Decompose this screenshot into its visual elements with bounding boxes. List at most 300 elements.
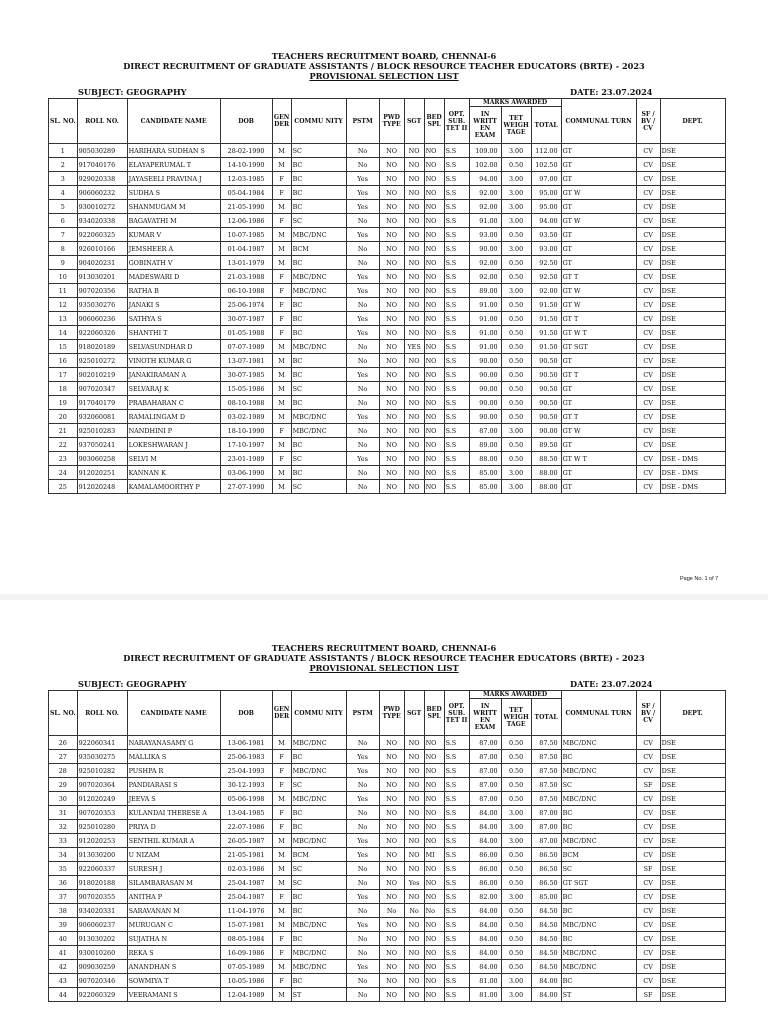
tet-weightage-cell: 0.50 <box>501 340 531 354</box>
bed-spl-cell: NO <box>424 200 444 214</box>
tet-weightage-cell: 0.50 <box>501 158 531 172</box>
candidate-name-cell: SOWMIYA T <box>127 974 220 988</box>
pstm-cell: Yes <box>346 368 379 382</box>
written-marks-cell: 90.00 <box>469 382 501 396</box>
total-marks-cell: 88.00 <box>531 480 561 494</box>
dob-cell: 21-05-1981 <box>220 848 272 862</box>
gender-cell: F <box>272 750 291 764</box>
subject-label: SUBJECT: GEOGRAPHY <box>78 679 187 689</box>
table-row <box>49 354 726 368</box>
dob-cell: 03-06-1990 <box>220 466 272 480</box>
written-marks-cell: 91.00 <box>469 326 501 340</box>
date-label: DATE: 23.07.2024 <box>570 679 653 689</box>
gender-cell: M <box>272 848 291 862</box>
sgt-cell: NO <box>404 354 424 368</box>
roll-no-cell: 912020248 <box>77 480 127 494</box>
written-marks-cell: 92.00 <box>469 200 501 214</box>
table-row <box>49 466 726 480</box>
col-pwd: PWD TYPE <box>379 99 404 144</box>
total-marks-cell: 84.50 <box>531 904 561 918</box>
written-marks-cell: 92.00 <box>469 270 501 284</box>
pwd-type-cell: NO <box>379 862 404 876</box>
sf-bv-cv-cell: CV <box>636 438 660 452</box>
roll-no-cell: 925010280 <box>77 820 127 834</box>
community-cell: BC <box>291 354 346 368</box>
col-written: IN WRITT EN EXAM <box>469 107 501 144</box>
selection-table <box>48 690 726 1002</box>
sf-bv-cv-cell: CV <box>636 792 660 806</box>
gender-cell: M <box>272 862 291 876</box>
sf-bv-cv-cell: CV <box>636 806 660 820</box>
list-title: PROVISIONAL SELECTION LIST <box>309 71 459 81</box>
roll-no-cell: 917040179 <box>77 396 127 410</box>
community-cell: BCM <box>291 242 346 256</box>
sf-bv-cv-cell: CV <box>636 452 660 466</box>
roll-no-cell: 913030201 <box>77 270 127 284</box>
table-row <box>49 834 726 848</box>
pwd-type-cell: NO <box>379 214 404 228</box>
table-row <box>49 228 726 242</box>
written-marks-cell: 91.00 <box>469 340 501 354</box>
dept-cell: DSE <box>660 284 725 298</box>
tet-weightage-cell: 0.50 <box>501 228 531 242</box>
sl-no-cell: 20 <box>49 410 78 424</box>
pstm-cell: No <box>346 862 379 876</box>
dept-cell: DSE <box>660 806 725 820</box>
bed-spl-cell: NO <box>424 438 444 452</box>
roll-no-cell: 907020347 <box>77 382 127 396</box>
communal-turn-cell: GT T <box>561 410 636 424</box>
dob-cell: 22-07-1986 <box>220 820 272 834</box>
communal-turn-cell: BC <box>561 890 636 904</box>
communal-turn-cell: MBC/DNC <box>561 946 636 960</box>
sl-no-cell: 26 <box>49 736 78 750</box>
pwd-type-cell: NO <box>379 792 404 806</box>
gender-cell: M <box>272 396 291 410</box>
opt-sub-cell: S.S <box>444 750 469 764</box>
pwd-type-cell: NO <box>379 242 404 256</box>
dept-cell: DSE <box>660 890 725 904</box>
written-marks-cell: 102.00 <box>469 158 501 172</box>
col-gender: GEN DER <box>272 99 291 144</box>
bed-spl-cell: NO <box>424 806 444 820</box>
gender-cell: F <box>272 312 291 326</box>
pstm-cell: Yes <box>346 834 379 848</box>
pwd-type-cell: NO <box>379 452 404 466</box>
communal-turn-cell: GT <box>561 256 636 270</box>
roll-no-cell: 934020331 <box>77 904 127 918</box>
total-marks-cell: 88.50 <box>531 452 561 466</box>
dept-cell: DSE <box>660 778 725 792</box>
pwd-type-cell: NO <box>379 480 404 494</box>
written-marks-cell: 84.00 <box>469 946 501 960</box>
gender-cell: M <box>272 340 291 354</box>
gender-cell: F <box>272 424 291 438</box>
pwd-type-cell: NO <box>379 256 404 270</box>
dob-cell: 12-03-1985 <box>220 172 272 186</box>
tet-weightage-cell: 3.00 <box>501 144 531 158</box>
roll-no-cell: 930010260 <box>77 946 127 960</box>
sf-bv-cv-cell: CV <box>636 918 660 932</box>
community-cell: SC <box>291 382 346 396</box>
opt-sub-cell: S.S <box>444 186 469 200</box>
dob-cell: 06-10-1988 <box>220 284 272 298</box>
dob-cell: 11-04-1976 <box>220 904 272 918</box>
sf-bv-cv-cell: CV <box>636 946 660 960</box>
col-slno: SL. NO. <box>49 691 78 736</box>
opt-sub-cell: S.S <box>444 270 469 284</box>
written-marks-cell: 84.00 <box>469 820 501 834</box>
dept-cell: DSE <box>660 270 725 284</box>
dob-cell: 28-02-1990 <box>220 144 272 158</box>
community-cell: ST <box>291 988 346 1002</box>
col-dept: DEPT. <box>660 99 725 144</box>
sf-bv-cv-cell: CV <box>636 270 660 284</box>
sl-no-cell: 1 <box>49 144 78 158</box>
communal-turn-cell: GT W <box>561 186 636 200</box>
table-row <box>49 778 726 792</box>
gender-cell: F <box>272 452 291 466</box>
col-community: COMMU NITY <box>291 99 346 144</box>
col-community: COMMU NITY <box>291 691 346 736</box>
sgt-cell: NO <box>404 960 424 974</box>
total-marks-cell: 87.00 <box>531 806 561 820</box>
roll-no-cell: 935030276 <box>77 298 127 312</box>
community-cell: SC <box>291 876 346 890</box>
col-total: TOTAL <box>531 699 561 736</box>
table-row <box>49 158 726 172</box>
sf-bv-cv-cell: SF <box>636 862 660 876</box>
gender-cell: F <box>272 890 291 904</box>
dept-cell: DSE <box>660 326 725 340</box>
total-marks-cell: 97.00 <box>531 172 561 186</box>
opt-sub-cell: S.S <box>444 340 469 354</box>
tet-weightage-cell: 0.50 <box>501 764 531 778</box>
communal-turn-cell: GT <box>561 228 636 242</box>
pwd-type-cell: NO <box>379 820 404 834</box>
bed-spl-cell: NO <box>424 974 444 988</box>
gender-cell: F <box>272 778 291 792</box>
selection-table <box>48 98 726 494</box>
pstm-cell: No <box>346 778 379 792</box>
written-marks-cell: 94.00 <box>469 172 501 186</box>
total-marks-cell: 85.00 <box>531 890 561 904</box>
dob-cell: 30-12-1993 <box>220 778 272 792</box>
sl-no-cell: 33 <box>49 834 78 848</box>
written-marks-cell: 85.00 <box>469 466 501 480</box>
candidate-name-cell: MURUGAN C <box>127 918 220 932</box>
pwd-type-cell: NO <box>379 876 404 890</box>
table-row <box>49 988 726 1002</box>
opt-sub-cell: S.S <box>444 312 469 326</box>
pstm-cell: No <box>346 904 379 918</box>
sf-bv-cv-cell: CV <box>636 242 660 256</box>
table-row <box>49 876 726 890</box>
pwd-type-cell: NO <box>379 946 404 960</box>
candidate-name-cell: SELVI M <box>127 452 220 466</box>
tet-weightage-cell: 0.50 <box>501 270 531 284</box>
total-marks-cell: 94.00 <box>531 214 561 228</box>
communal-turn-cell: GT T <box>561 368 636 382</box>
table-row <box>49 340 726 354</box>
sf-bv-cv-cell: CV <box>636 382 660 396</box>
opt-sub-cell: S.S <box>444 946 469 960</box>
roll-no-cell: 929020338 <box>77 172 127 186</box>
sf-bv-cv-cell: CV <box>636 158 660 172</box>
pstm-cell: No <box>346 424 379 438</box>
tet-weightage-cell: 0.50 <box>501 750 531 764</box>
sl-no-cell: 40 <box>49 932 78 946</box>
sf-bv-cv-cell: CV <box>636 932 660 946</box>
sf-bv-cv-cell: CV <box>636 410 660 424</box>
dept-cell: DSE <box>660 438 725 452</box>
bed-spl-cell: NO <box>424 326 444 340</box>
pwd-type-cell: NO <box>379 298 404 312</box>
dept-cell: DSE <box>660 820 725 834</box>
dob-cell: 30-07-1985 <box>220 368 272 382</box>
col-roll: ROLL NO. <box>77 691 127 736</box>
bed-spl-cell: NO <box>424 918 444 932</box>
bed-spl-cell: NO <box>424 960 444 974</box>
dob-cell: 25-04-1987 <box>220 890 272 904</box>
table-row <box>49 424 726 438</box>
sl-no-cell: 24 <box>49 466 78 480</box>
tet-weightage-cell: 0.50 <box>501 778 531 792</box>
sgt-cell: NO <box>404 382 424 396</box>
dob-cell: 25-06-1974 <box>220 298 272 312</box>
community-cell: SC <box>291 452 346 466</box>
dept-cell: DSE <box>660 960 725 974</box>
sl-no-cell: 32 <box>49 820 78 834</box>
opt-sub-cell: S.S <box>444 918 469 932</box>
table-row <box>49 172 726 186</box>
tet-weightage-cell: 0.50 <box>501 256 531 270</box>
roll-no-cell: 912020251 <box>77 466 127 480</box>
pstm-cell: No <box>346 256 379 270</box>
tet-weightage-cell: 3.00 <box>501 466 531 480</box>
dept-cell: DSE <box>660 200 725 214</box>
table-row <box>49 918 726 932</box>
tet-weightage-cell: 0.50 <box>501 410 531 424</box>
col-gender: GEN DER <box>272 691 291 736</box>
pstm-cell: No <box>346 988 379 1002</box>
dept-cell: DSE <box>660 862 725 876</box>
gender-cell: M <box>272 918 291 932</box>
pwd-type-cell: NO <box>379 382 404 396</box>
gender-cell: F <box>272 820 291 834</box>
written-marks-cell: 87.00 <box>469 736 501 750</box>
sf-bv-cv-cell: CV <box>636 298 660 312</box>
roll-no-cell: 930010272 <box>77 200 127 214</box>
pstm-cell: Yes <box>346 452 379 466</box>
pwd-type-cell: NO <box>379 960 404 974</box>
gender-cell: M <box>272 242 291 256</box>
sl-no-cell: 30 <box>49 792 78 806</box>
opt-sub-cell: S.S <box>444 172 469 186</box>
community-cell: MBC/DNC <box>291 284 346 298</box>
dept-cell: DSE <box>660 834 725 848</box>
sf-bv-cv-cell: CV <box>636 974 660 988</box>
col-tet: TET WEIGH TAGE <box>501 699 531 736</box>
gender-cell: M <box>272 382 291 396</box>
communal-turn-cell: MBC/DNC <box>561 764 636 778</box>
pstm-cell: Yes <box>346 764 379 778</box>
opt-sub-cell: S.S <box>444 764 469 778</box>
pstm-cell: Yes <box>346 918 379 932</box>
sgt-cell: NO <box>404 848 424 862</box>
candidate-name-cell: SENTHIL KUMAR A <box>127 834 220 848</box>
community-cell: BC <box>291 974 346 988</box>
dob-cell: 15-05-1986 <box>220 382 272 396</box>
sl-no-cell: 36 <box>49 876 78 890</box>
roll-no-cell: 922060329 <box>77 988 127 1002</box>
opt-sub-cell: S.S <box>444 438 469 452</box>
opt-sub-cell: S.S <box>444 988 469 1002</box>
col-bed: BED SPL <box>424 691 444 736</box>
opt-sub-cell: S.S <box>444 200 469 214</box>
tet-weightage-cell: 0.50 <box>501 736 531 750</box>
tet-weightage-cell: 3.00 <box>501 480 531 494</box>
total-marks-cell: 90.50 <box>531 396 561 410</box>
dob-cell: 21-05-1990 <box>220 200 272 214</box>
dept-cell: DSE <box>660 410 725 424</box>
table-row <box>49 410 726 424</box>
total-marks-cell: 87.00 <box>531 820 561 834</box>
dept-cell: DSE <box>660 298 725 312</box>
candidate-name-cell: RAMALINGAM D <box>127 410 220 424</box>
total-marks-cell: 89.50 <box>531 438 561 452</box>
community-cell: BC <box>291 904 346 918</box>
sl-no-cell: 38 <box>49 904 78 918</box>
roll-no-cell: 922060326 <box>77 326 127 340</box>
communal-turn-cell: MBC/DNC <box>561 960 636 974</box>
candidate-name-cell: SELVARAJ K <box>127 382 220 396</box>
written-marks-cell: 90.00 <box>469 396 501 410</box>
written-marks-cell: 93.00 <box>469 228 501 242</box>
dob-cell: 26-05-1987 <box>220 834 272 848</box>
opt-sub-cell: S.S <box>444 848 469 862</box>
total-marks-cell: 87.50 <box>531 778 561 792</box>
gender-cell: M <box>272 466 291 480</box>
bed-spl-cell: NO <box>424 988 444 1002</box>
total-marks-cell: 112.00 <box>531 144 561 158</box>
gender-cell: F <box>272 298 291 312</box>
sf-bv-cv-cell: CV <box>636 340 660 354</box>
opt-sub-cell: S.S <box>444 792 469 806</box>
dob-cell: 08-10-1988 <box>220 396 272 410</box>
pwd-type-cell: NO <box>379 326 404 340</box>
sl-no-cell: 14 <box>49 326 78 340</box>
table-row <box>49 382 726 396</box>
sf-bv-cv-cell: CV <box>636 736 660 750</box>
sl-no-cell: 18 <box>49 382 78 396</box>
pstm-cell: Yes <box>346 410 379 424</box>
dob-cell: 13-04-1985 <box>220 806 272 820</box>
communal-turn-cell: GT SGT <box>561 876 636 890</box>
community-cell: MBC/DNC <box>291 270 346 284</box>
community-cell: MBC/DNC <box>291 736 346 750</box>
dob-cell: 27-07-1990 <box>220 480 272 494</box>
candidate-name-cell: ANANDHAN S <box>127 960 220 974</box>
tet-weightage-cell: 3.00 <box>501 186 531 200</box>
table-row <box>49 312 726 326</box>
sl-no-cell: 11 <box>49 284 78 298</box>
table-row <box>49 820 726 834</box>
community-cell: SC <box>291 778 346 792</box>
pwd-type-cell: NO <box>379 228 404 242</box>
bed-spl-cell: NO <box>424 452 444 466</box>
opt-sub-cell: S.S <box>444 820 469 834</box>
dept-cell: DSE <box>660 904 725 918</box>
roll-no-cell: 904020231 <box>77 256 127 270</box>
roll-no-cell: 922060337 <box>77 862 127 876</box>
tet-weightage-cell: 0.50 <box>501 946 531 960</box>
roll-no-cell: 934020338 <box>77 214 127 228</box>
sgt-cell: NO <box>404 326 424 340</box>
total-marks-cell: 86.50 <box>531 862 561 876</box>
bed-spl-cell: NO <box>424 256 444 270</box>
sl-no-cell: 44 <box>49 988 78 1002</box>
opt-sub-cell: S.S <box>444 862 469 876</box>
dept-cell: DSE <box>660 158 725 172</box>
col-sgt: SGT <box>404 99 424 144</box>
dob-cell: 17-10-1997 <box>220 438 272 452</box>
gender-cell: M <box>272 354 291 368</box>
candidate-name-cell: SATHYA S <box>127 312 220 326</box>
pwd-type-cell: NO <box>379 284 404 298</box>
opt-sub-cell: S.S <box>444 778 469 792</box>
total-marks-cell: 84.50 <box>531 918 561 932</box>
roll-no-cell: 935030275 <box>77 750 127 764</box>
sgt-cell: NO <box>404 396 424 410</box>
candidate-name-cell: PUSHPA R <box>127 764 220 778</box>
table-row <box>49 792 726 806</box>
list-title: PROVISIONAL SELECTION LIST <box>309 663 459 673</box>
written-marks-cell: 82.00 <box>469 890 501 904</box>
sf-bv-cv-cell: CV <box>636 228 660 242</box>
candidate-name-cell: KAMALAMOORTHY P <box>127 480 220 494</box>
roll-no-cell: 917040176 <box>77 158 127 172</box>
candidate-name-cell: REKA S <box>127 946 220 960</box>
document-page-2 <box>0 600 768 1024</box>
tet-weightage-cell: 3.00 <box>501 890 531 904</box>
pwd-type-cell: NO <box>379 466 404 480</box>
sgt-cell: NO <box>404 452 424 466</box>
bed-spl-cell: NO <box>424 932 444 946</box>
community-cell: MBC/DNC <box>291 424 346 438</box>
table-row <box>49 284 726 298</box>
gender-cell: F <box>272 946 291 960</box>
dob-cell: 14-10-1990 <box>220 158 272 172</box>
communal-turn-cell: GT <box>561 382 636 396</box>
table-row <box>49 186 726 200</box>
gender-cell: F <box>272 284 291 298</box>
tet-weightage-cell: 0.50 <box>501 312 531 326</box>
sgt-cell: NO <box>404 298 424 312</box>
sl-no-cell: 21 <box>49 424 78 438</box>
roll-no-cell: 922060341 <box>77 736 127 750</box>
tet-weightage-cell: 0.50 <box>501 848 531 862</box>
table-row <box>49 764 726 778</box>
bed-spl-cell: NO <box>424 778 444 792</box>
candidate-name-cell: SHANTHI T <box>127 326 220 340</box>
community-cell: BC <box>291 172 346 186</box>
written-marks-cell: 87.00 <box>469 778 501 792</box>
sgt-cell: NO <box>404 834 424 848</box>
sgt-cell: NO <box>404 946 424 960</box>
communal-turn-cell: GT W <box>561 298 636 312</box>
pwd-type-cell: NO <box>379 158 404 172</box>
